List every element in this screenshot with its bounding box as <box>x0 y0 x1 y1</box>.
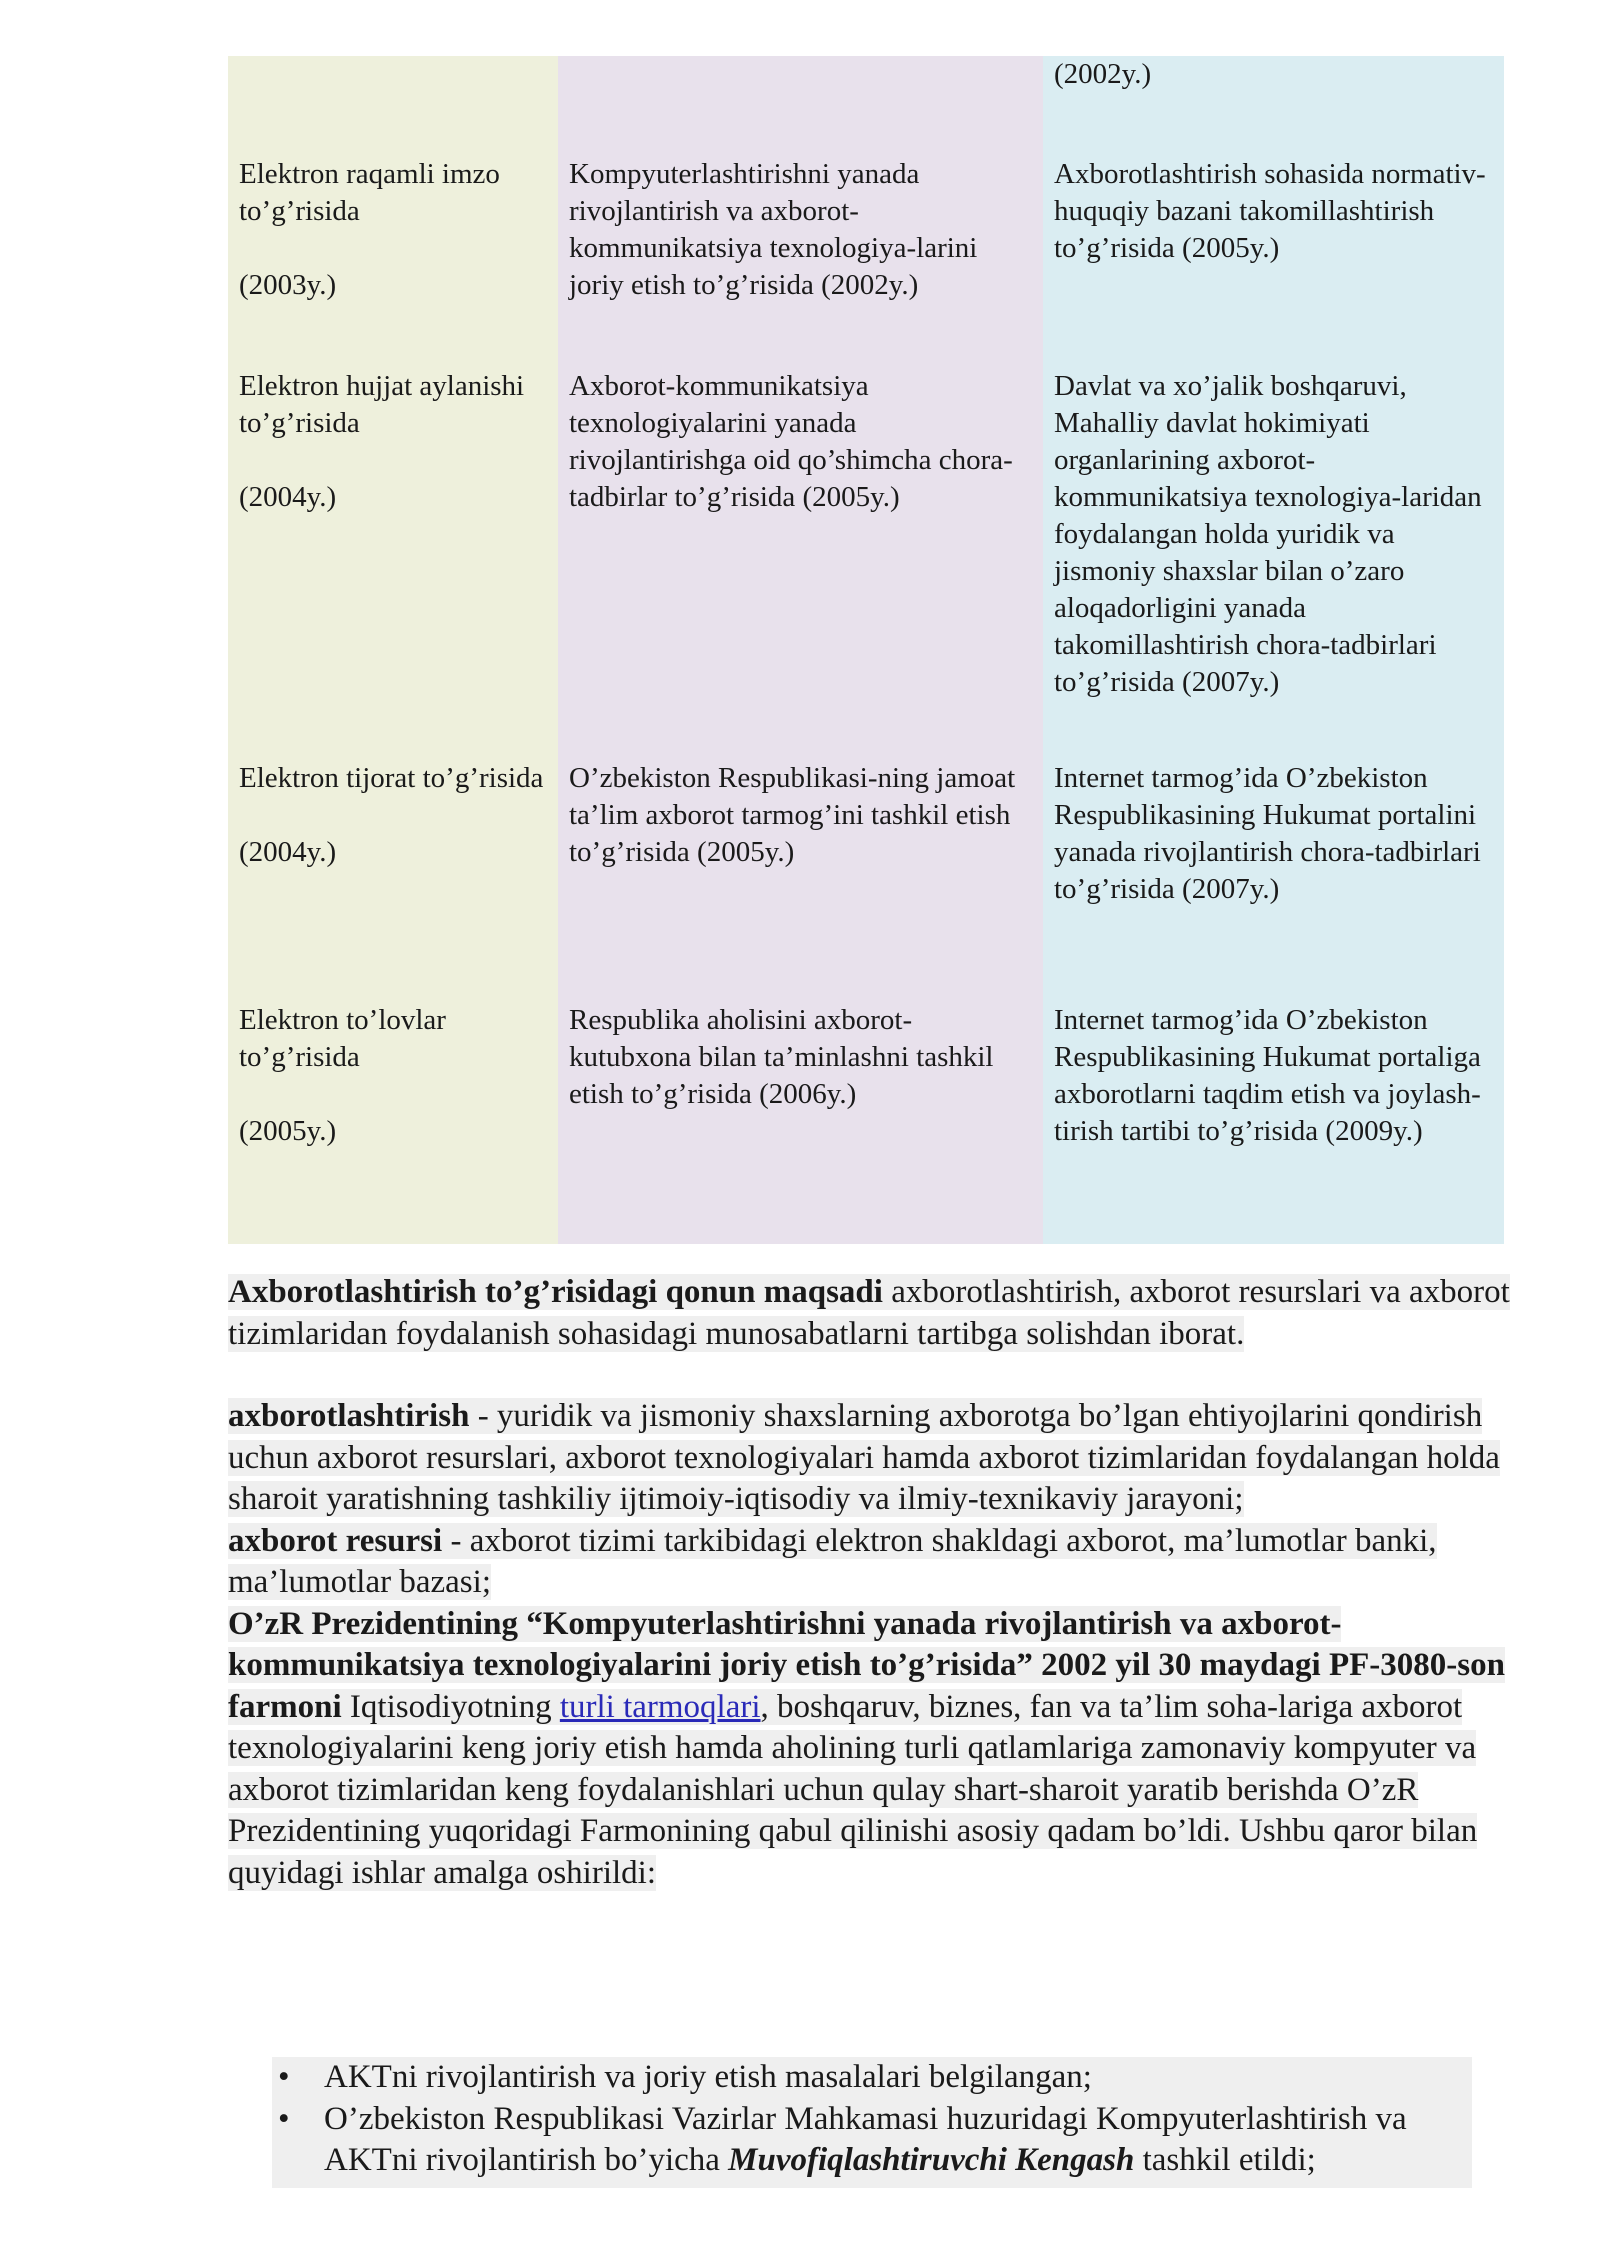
intro-text: axborotlashtirish, axborot resurslari va axborot tizimlaridan foydalanish sohasidagi munosabatlarni tartibga solishdan iborat. <box>228 1274 1510 1352</box>
table-cell <box>1043 368 1504 760</box>
table-cell <box>228 56 558 156</box>
bullet-list <box>272 2057 1472 2188</box>
cell-year: (2005y.) <box>239 1115 337 1147</box>
decree-text-after: , boshqaruv, biznes, fan va ta’lim soha-lariga axborot texnologiyalarini keng joriy etish hamda aholining turli qatlamlariga zamonaviy kompyuter va axborot tizimlaridan keng foydalanishlari uchun qulay shart-sharoit yaratib berishda O’zR Prezidentining yuqoridagi Farmonining qabul qilinishi asosiy qadam bo’ldi. Ushbu qaror bilan quyidagi ishlar amalga oshirildi: <box>228 1688 1478 1891</box>
table-column-laws <box>228 56 558 1244</box>
intro-bold: Axborotlashtirish to’g’risidagi qonun maqsadi <box>228 1274 883 1310</box>
definition-term: axborotlashtirish <box>228 1398 470 1434</box>
cell-year: (2004y.) <box>239 836 337 868</box>
table-cell <box>558 368 1043 760</box>
cell-text: Kompyuterlashtirishni yanada rivojlantirish va axborot-kommunikatsiya texnologiya-larini joriy etish to’g’risida (2002y.) <box>569 158 978 301</box>
table-cell <box>228 368 558 760</box>
list-item-emphasis: Muvofiqlashtiruvchi Kengash <box>728 2142 1135 2178</box>
cell-text: Axborot-kommunikatsiya texnologiyalarini yanada rivojlantirishga oid qo’shimcha chora-tadbirlar to’g’risida (2005y.) <box>569 370 1013 513</box>
table-cell <box>558 156 1043 368</box>
laws-table <box>228 56 1504 1244</box>
table-cell <box>1043 760 1504 1002</box>
list-item <box>272 2099 1472 2182</box>
list-item-text: O’zbekiston Respublikasi Vazirlar Mahkamasi huzuridagi Kompyuterlashtirish va AKTni rivojlantirish bo’yicha <box>324 2100 1407 2178</box>
cell-year: (2004y.) <box>239 481 337 513</box>
turli-tarmoqlari-link[interactable]: turli tarmoqlari <box>559 1688 761 1725</box>
table-cell <box>558 56 1043 156</box>
decree-paragraph <box>228 1604 1518 1895</box>
definition-text: - yuridik va jismoniy shaxslarning axborotga bo’lgan ehtiyojlarini qondirish uchun axborot resurslari, axborot texnologiyalari hamda axborot tizimlaridan foydalangan holda sharoit yaratishning tashkiliy ijtimoiy-iqtisodiy va ilmiy-texnikaviy jarayoni; <box>228 1398 1500 1517</box>
cell-year: (2003y.) <box>239 269 337 301</box>
list-item-text-end: tashkil etildi; <box>1134 2142 1316 2178</box>
body-text <box>228 1272 1518 1894</box>
bullet-icon: • <box>278 2059 290 2095</box>
cell-text: Axborotlashtirish sohasida normativ-huquqiy bazani takomillashtirish to’g’risida (2005y.) <box>1054 158 1486 264</box>
cell-title: Elektron hujjat aylanishi to’g’risida <box>239 370 525 439</box>
table-cell <box>1043 156 1504 368</box>
table-cell <box>228 1002 558 1240</box>
definition-paragraph <box>228 1396 1518 1521</box>
intro-paragraph <box>228 1272 1518 1355</box>
cell-text: O’zbekiston Respublikasi-ning jamoat ta’lim axborot tarmog’ini tashkil etish to’g’risida (2005y.) <box>569 762 1016 868</box>
list-item-text: AKTni rivojlantirish va joriy etish masalalari belgilangan; <box>324 2059 1092 2095</box>
definition-term: axborot resursi <box>228 1522 443 1559</box>
table-cell <box>228 760 558 1002</box>
cell-title: Elektron raqamli imzo to’g’risida <box>239 158 500 227</box>
table-column-resolutions <box>1043 56 1504 1244</box>
bullet-icon: • <box>278 2100 290 2137</box>
cell-title: Elektron tijorat to’g’risida <box>239 762 544 794</box>
cell-title: Elektron to’lovlar to’g’risida <box>239 1004 446 1073</box>
table-cell <box>558 1002 1043 1240</box>
list-item <box>272 2057 1472 2099</box>
cell-text: (2002y.) <box>1054 58 1152 90</box>
decree-title: O’zR Prezidentining “Kompyuterlashtirishni yanada rivojlantirish va axborot-kommunikatsiya texnologiyalarini joriy etish to’g’risida” 2002 yil 30 maydagi PF-3080-son farmoni <box>228 1605 1505 1725</box>
cell-text: Internet tarmog’ida O’zbekiston Respublikasining Hukumat portalini yanada rivojlantirish chora-tadbirlari to’g’risida (2007y.) <box>1054 762 1481 905</box>
cell-text: Internet tarmog’ida O’zbekiston Respublikasining Hukumat portaliga axborotlarni taqdim etish va joylash-tirish tartibi to’g’risida (2009y.) <box>1054 1004 1481 1147</box>
cell-text: Respublika aholisini axborot-kutubxona bilan ta’minlashni tashkil etish to’g’risida (2006y.) <box>569 1004 994 1110</box>
decree-text-before: Iqtisodiyotning <box>341 1688 560 1725</box>
table-cell <box>1043 1002 1504 1240</box>
table-column-decrees <box>558 56 1043 1244</box>
table-cell <box>558 760 1043 1002</box>
table-cell <box>228 156 558 368</box>
definition-text: - axborot tizimi tarkibidagi elektron shakldagi axborot, ma’lumotlar banki, ma’lumotlar bazasi; <box>228 1522 1437 1600</box>
definition-paragraph <box>228 1521 1518 1604</box>
table-cell <box>1043 56 1504 156</box>
cell-text: Davlat va xo’jalik boshqaruvi, Mahalliy davlat hokimiyati organlarining axborot-kommunikatsiya texnologiya-laridan foydalangan holda yuridik va jismoniy shaxslar bilan o’zaro aloqadorligini yanada takomillashtirish chora-tadbirlari to’g’risida (2007y.) <box>1054 370 1482 698</box>
